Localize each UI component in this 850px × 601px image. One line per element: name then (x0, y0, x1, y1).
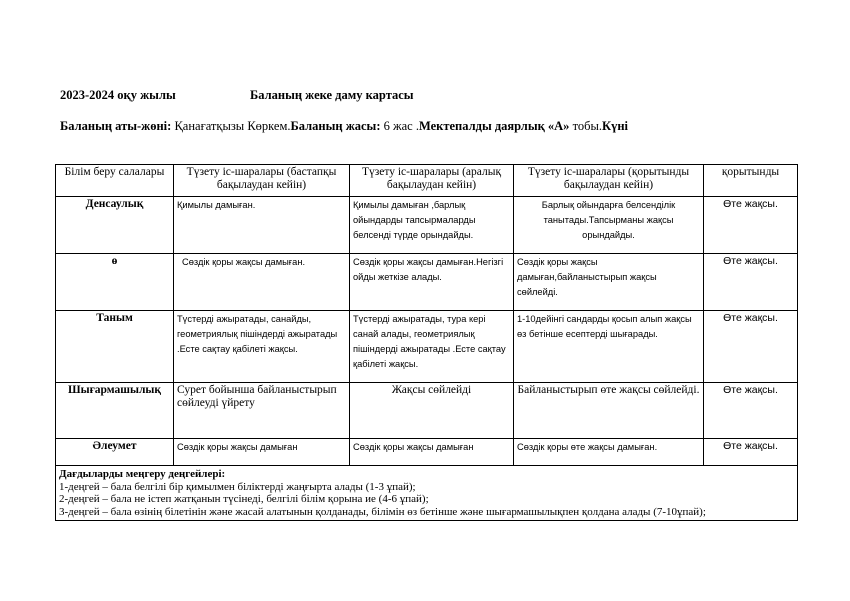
age-label: Баланың жасы: (290, 119, 381, 133)
initial-cell: Түстерді ажыратады, санайды, геометриялық пішіндерді ажыратады .Есте сақтау қабілеті жақсы. (174, 311, 350, 383)
result-cell: Өте жақсы. (704, 383, 798, 439)
header-intermediate: Түзету іс-шаралары (аралық бақылаудан кейін) (350, 165, 514, 197)
intermediate-cell: Сөздік қоры жақсы дамыған (350, 439, 514, 466)
area-cell: Денсаулық (56, 197, 174, 254)
level-3: 3-деңгей – бала өзінің білетінін және жасай алатынын қолданады, білімін өз бетінше және шығармашылықпен қолдана алады (7-10ұпай); (59, 505, 706, 518)
initial-cell: Сөздік қоры жақсы дамыған. (174, 254, 350, 311)
final-cell: Байланыстырып өте жақсы сөйлейді. (514, 383, 704, 439)
table-row (56, 311, 798, 383)
table-row (56, 197, 798, 254)
table-header-row (56, 165, 798, 197)
intermediate-cell: Қимылы дамыған ,барлық ойындарды тапсырмаларды белсенді түрде орындайды. (350, 197, 514, 254)
levels-cell (56, 466, 798, 521)
intermediate-cell: Түстерді ажыратады, тура кері санай алады, геометриялық пішіндерді ажыратады .Есте сақтау қабілеті жақсы. (350, 311, 514, 383)
final-cell: Сөздік қоры өте жақсы дамыған. (514, 439, 704, 466)
levels-title: Дағдыларды меңгеру деңгейлері: (59, 468, 226, 480)
result-cell: Өте жақсы. (704, 439, 798, 466)
age-value: 6 жас . (380, 119, 419, 133)
header-conclusion: қорытынды (704, 165, 798, 197)
result-cell: Өте жақсы. (704, 254, 798, 311)
levels-row (56, 466, 798, 521)
area-cell: Таным (56, 311, 174, 383)
intermediate-cell: Сөздік қоры жақсы дамыған.Негізгі ойды жеткізе алады. (350, 254, 514, 311)
group-label: Мектепалды даярлық «А» (418, 119, 570, 133)
table-row (56, 439, 798, 466)
group-value: тобы. (569, 119, 602, 133)
area-cell: ө (56, 254, 174, 311)
level-2: 2-деңгей – бала не істеп жатқанын түсінеді, белгілі білім қорына ие (4-6 ұпай); (59, 493, 429, 505)
final-cell: Сөздік қоры жақсы дамыған,байланыстырып жақсы сөйлейді. (514, 254, 704, 311)
header-areas: Білім беру салалары (56, 165, 174, 197)
child-info-line (60, 119, 628, 134)
initial-cell: Сөздік қоры жақсы дамыған (174, 439, 350, 466)
result-cell: Өте жақсы. (704, 197, 798, 254)
header-final: Түзету іс-шаралары (қорытынды бақылаудан кейін) (514, 165, 704, 197)
name-value: Қанағатқызы Көркем. (171, 119, 291, 133)
final-cell: Барлық ойындарға белсенділік танытады.Тапсырманы жақсы орындайды. (514, 197, 704, 254)
date-label: Күні (602, 119, 628, 133)
level-1: 1-деңгей – бала белгілі бір қимылмен біліктерді жаңғырта алады (1-3 ұпай); (59, 480, 416, 493)
header-initial: Түзету іс-шаралары (бастапқы бақылаудан кейін) (174, 165, 350, 197)
initial-cell: Сурет бойынша байланыстырып сөйлеуді үйрету (174, 383, 350, 439)
final-cell: 1-10дейінгі сандарды қосып алып жақсы өз бетінше есептерді шығарады. (514, 311, 704, 383)
academic-year: 2023-2024 оқу жылы (60, 88, 176, 102)
table-row (56, 383, 798, 439)
area-cell: Шығармашылық (56, 383, 174, 439)
document-header (60, 88, 414, 103)
initial-cell: Қимылы дамыған. (174, 197, 350, 254)
document-title: Баланың жеке даму картасы (250, 88, 414, 102)
intermediate-cell: Жақсы сөйлейді (350, 383, 514, 439)
table-row (56, 254, 798, 311)
result-cell: Өте жақсы. (704, 311, 798, 383)
development-map-table (55, 164, 798, 521)
area-cell: Әлеумет (56, 439, 174, 466)
name-label: Баланың аты-жөні: (60, 119, 172, 133)
